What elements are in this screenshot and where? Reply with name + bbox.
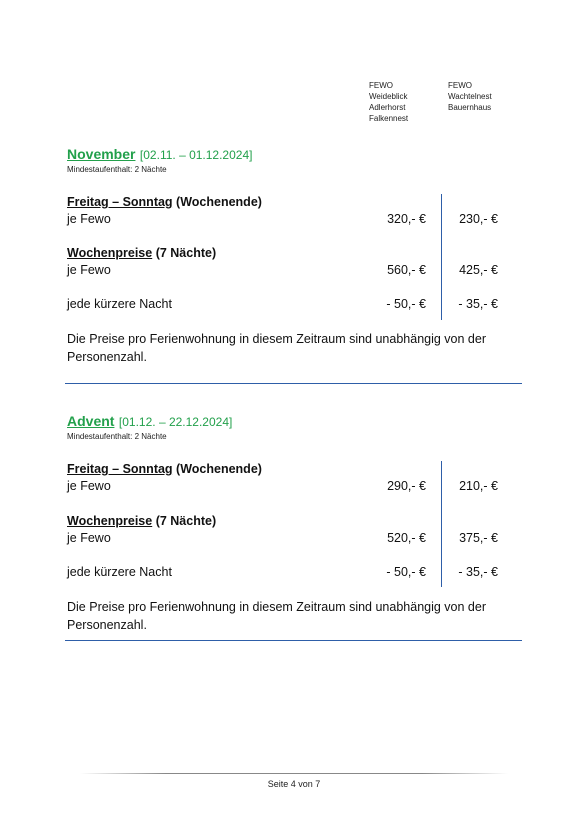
section-title: November	[67, 146, 136, 162]
price-note-line: Die Preise pro Ferienwohnung in diesem Zeitraum sind unabhängig von der	[67, 332, 486, 346]
week-price-col1: 520,- €	[387, 531, 426, 545]
min-stay: Mindestaufenthalt: 2 Nächte	[67, 165, 167, 174]
price-note	[67, 330, 486, 366]
week-price-col2: 375,- €	[459, 531, 498, 545]
week-row-label: je Fewo	[67, 531, 111, 545]
section-divider	[65, 640, 522, 641]
week-heading-underlined: Wochenpreise	[67, 246, 153, 260]
footer-rule	[80, 773, 508, 774]
weekend-heading-rest: (Wochenende)	[172, 195, 262, 209]
week-heading	[67, 513, 216, 529]
column-divider	[441, 194, 442, 320]
week-price-col1: 560,- €	[387, 263, 426, 277]
weekend-price-col2: 230,- €	[459, 212, 498, 226]
price-note-line: Personenzahl.	[67, 618, 147, 632]
weekend-price-col1: 290,- €	[387, 479, 426, 493]
header-col-fewo-2	[448, 80, 492, 113]
weekend-price-col1: 320,- €	[387, 212, 426, 226]
header-col1-line: Falkennest	[369, 114, 409, 123]
header-col1-line: FEWO	[369, 81, 393, 90]
header-col2-line: Wachtelnest	[448, 92, 492, 101]
page-number: Seite 4 von 7	[267, 779, 321, 789]
section-divider	[65, 383, 522, 384]
weekend-row-label: je Fewo	[67, 479, 111, 493]
weekend-heading-underlined: Freitag – Sonntag	[67, 462, 173, 476]
section-title: Advent	[67, 413, 115, 429]
price-note-line: Personenzahl.	[67, 350, 147, 364]
weekend-heading	[67, 194, 262, 210]
short-night-price-col2: - 35,- €	[458, 297, 498, 311]
price-note	[67, 598, 486, 634]
price-note-line: Die Preise pro Ferienwohnung in diesem Zeitraum sind unabhängig von der	[67, 600, 486, 614]
header-col2-line: Bauernhaus	[448, 103, 492, 112]
weekend-row-label: je Fewo	[67, 212, 111, 226]
weekend-price-col2: 210,- €	[459, 479, 498, 493]
week-heading-rest: (7 Nächte)	[152, 246, 217, 260]
header-col-fewo-1	[369, 80, 408, 124]
weekend-heading-underlined: Freitag – Sonntag	[67, 195, 173, 209]
short-night-price-col1: - 50,- €	[386, 297, 426, 311]
week-heading	[67, 245, 216, 261]
section-november-heading	[67, 146, 252, 164]
header-col1-line: Adlerhorst	[369, 103, 406, 112]
short-night-label: jede kürzere Nacht	[67, 565, 172, 579]
section-advent-heading	[67, 413, 232, 431]
column-divider	[441, 461, 442, 587]
min-stay: Mindestaufenthalt: 2 Nächte	[67, 432, 167, 441]
week-row-label: je Fewo	[67, 263, 111, 277]
short-night-price-col1: - 50,- €	[386, 565, 426, 579]
weekend-heading	[67, 461, 262, 477]
week-price-col2: 425,- €	[459, 263, 498, 277]
header-col2-line: FEWO	[448, 81, 472, 90]
weekend-heading-rest: (Wochenende)	[172, 462, 262, 476]
week-heading-underlined: Wochenpreise	[67, 514, 153, 528]
week-heading-rest: (7 Nächte)	[152, 514, 217, 528]
section-date-range: [02.11. – 01.12.2024]	[139, 148, 253, 162]
short-night-price-col2: - 35,- €	[458, 565, 498, 579]
header-col1-line: Weideblick	[369, 92, 408, 101]
section-date-range: [01.12. – 22.12.2024]	[118, 415, 233, 429]
short-night-label: jede kürzere Nacht	[67, 297, 172, 311]
